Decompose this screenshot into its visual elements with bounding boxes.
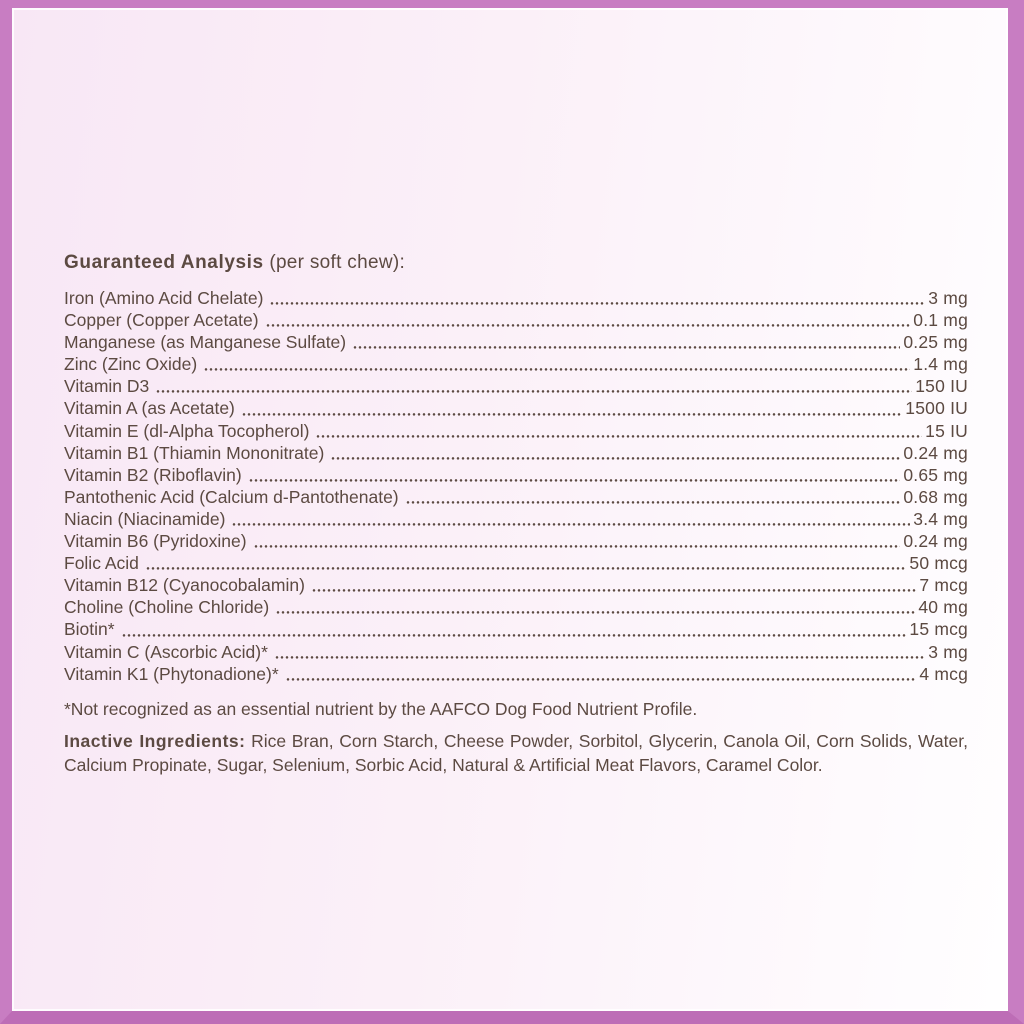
nutrient-row [64, 530, 968, 552]
guaranteed-analysis-title: Guaranteed Analysis [64, 252, 264, 273]
nutrient-value: 15 IU [925, 420, 968, 441]
section-heading [64, 251, 968, 275]
nutrient-row [64, 508, 968, 530]
nutrient-row [64, 375, 968, 397]
nutrient-name: Vitamin K1 (Phytonadione)* [64, 663, 279, 684]
dot-leader [312, 589, 916, 592]
nutrient-name: Vitamin E (dl-Alpha Tocopherol) [64, 420, 310, 441]
nutrient-name: Vitamin D3 [64, 376, 150, 397]
dot-leader [249, 479, 901, 482]
nutrient-name: Biotin* [64, 619, 115, 640]
dot-leader [242, 413, 902, 416]
nutrient-name: Vitamin B1 (Thiamin Mononitrate) [64, 442, 325, 463]
nutrient-name: Vitamin B2 (Riboflavin) [64, 464, 242, 485]
nutrient-row [64, 663, 968, 685]
nutrient-row [64, 331, 968, 353]
nutrient-value: 3 mg [928, 641, 968, 662]
nutrient-value: 7 mcg [919, 575, 968, 596]
dot-leader [275, 656, 925, 659]
nutrient-name: Iron (Amino Acid Chelate) [64, 288, 264, 308]
nutrient-row [64, 641, 968, 663]
nutrient-value: 0.24 mg [903, 442, 968, 463]
nutrient-name: Choline (Choline Chloride) [64, 597, 270, 618]
nutrient-row [64, 442, 968, 464]
nutrient-name: Vitamin A (as Acetate) [64, 398, 235, 419]
dot-leader [232, 523, 910, 526]
dot-leader [254, 545, 901, 548]
nutrient-row [64, 309, 968, 331]
dot-leader [406, 501, 901, 504]
nutrient-value: 0.65 mg [903, 464, 968, 485]
dot-leader [266, 324, 911, 327]
nutrient-value: 0.68 mg [903, 486, 968, 507]
nutrient-value: 150 IU [915, 376, 968, 397]
nutrient-name: Copper (Copper Acetate) [64, 310, 259, 331]
nutrient-value: 1500 IU [905, 398, 968, 419]
label-content [12, 8, 1008, 1011]
nutrient-name: Pantothenic Acid (Calcium d-Pantothenate) [64, 486, 399, 507]
nutrient-row [64, 486, 968, 508]
inactive-ingredients-heading: Inactive Ingredients: [64, 730, 246, 751]
nutrient-name: Folic Acid [64, 553, 139, 574]
nutrient-value: 15 mcg [909, 619, 968, 640]
dot-leader [122, 634, 907, 637]
nutrient-value: 3 mg [928, 288, 968, 308]
nutrient-row [64, 420, 968, 442]
dot-leader [276, 611, 915, 614]
nutrient-value: 40 mg [918, 597, 968, 618]
nutrient-row [64, 287, 968, 309]
dot-leader [270, 302, 925, 305]
dot-leader [353, 346, 900, 349]
nutrient-row [64, 353, 968, 375]
inactive-ingredients-text: Rice Bran, Corn Starch, Cheese Powder, Sorbitol, Glycerin, Canola Oil, Corn Solids, Water, Calcium Propinate, Sugar, Selenium, Sorbic Acid, Natural & Artificial Meat Flavors, Caramel Color. [64, 730, 968, 775]
guaranteed-analysis-subtitle: (per soft chew): [269, 252, 406, 273]
dot-leader [331, 457, 900, 460]
nutrient-row [64, 397, 968, 419]
nutrient-row [64, 574, 968, 596]
nutrient-row [64, 596, 968, 618]
nutrient-name: Vitamin C (Ascorbic Acid)* [64, 641, 268, 662]
nutrient-value: 3.4 mg [913, 508, 968, 529]
nutrient-value: 0.24 mg [903, 531, 968, 552]
dot-leader [156, 390, 912, 393]
inactive-ingredients [64, 729, 968, 777]
guaranteed-analysis-list [64, 287, 968, 685]
dot-leader [146, 567, 907, 570]
nutrient-value: 0.25 mg [903, 332, 968, 353]
nutrient-name: Vitamin B6 (Pyridoxine) [64, 531, 247, 552]
dot-leader [316, 435, 922, 438]
dot-leader [204, 368, 910, 371]
nutrient-value: 4 mcg [919, 663, 968, 684]
nutrient-name: Manganese (as Manganese Sulfate) [64, 332, 347, 353]
nutrient-name: Niacin (Niacinamide) [64, 508, 226, 529]
aafco-footnote: *Not recognized as an essential nutrient by the AAFCO Dog Food Nutrient Profile. [64, 698, 698, 719]
nutrient-value: 0.1 mg [913, 310, 968, 331]
nutrient-row [64, 618, 968, 640]
nutrient-name: Vitamin B12 (Cyanocobalamin) [64, 575, 305, 596]
nutrient-name: Zinc (Zinc Oxide) [64, 354, 198, 375]
nutrient-row [64, 552, 968, 574]
nutrient-row [64, 464, 968, 486]
nutrient-value: 50 mcg [909, 553, 968, 574]
dot-leader [286, 678, 917, 681]
nutrient-value: 1.4 mg [913, 354, 968, 375]
